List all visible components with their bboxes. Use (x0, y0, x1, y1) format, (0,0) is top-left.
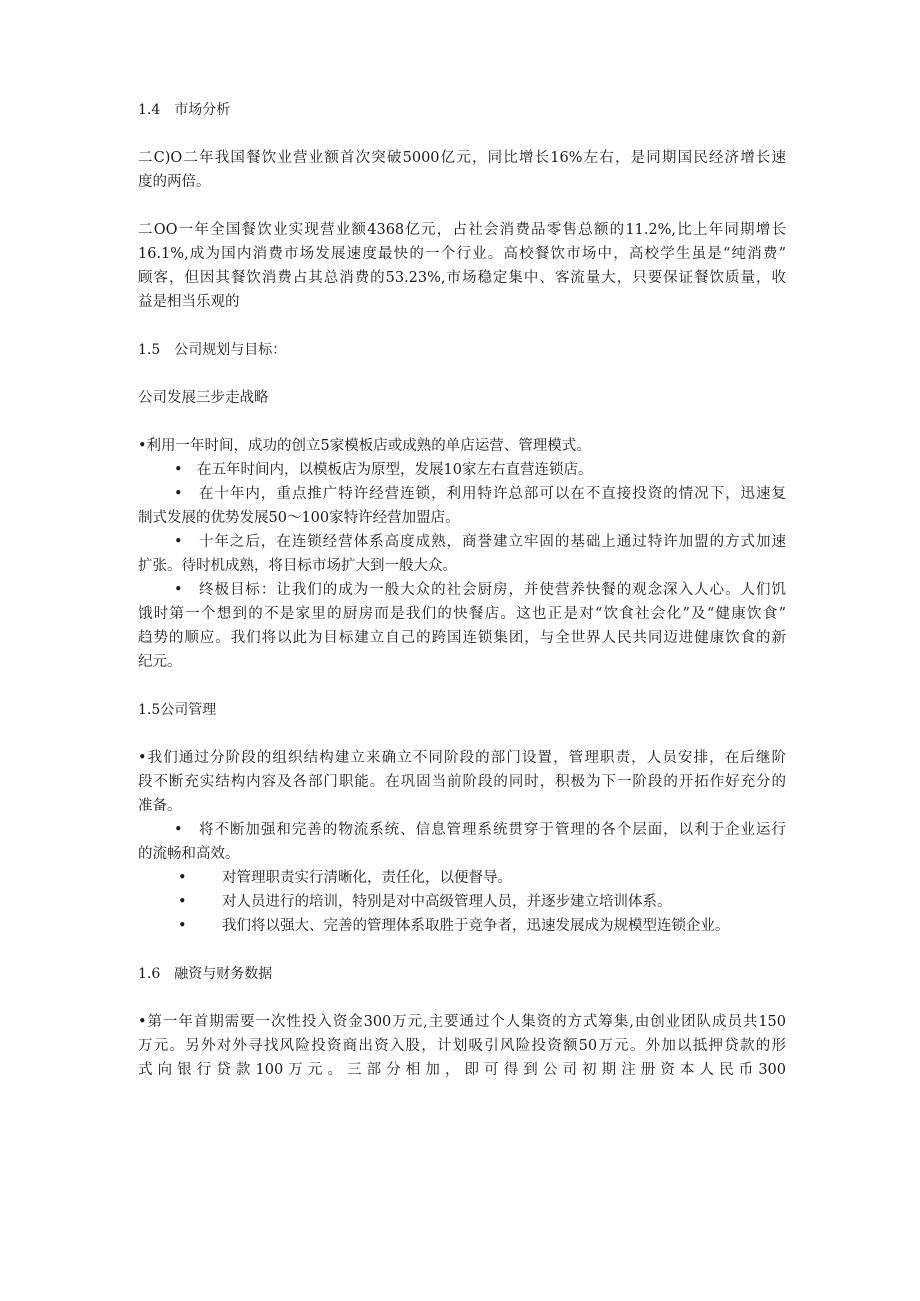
bullet: • (178, 870, 187, 886)
text-line: 的流畅和高效。 (138, 846, 240, 862)
list-item-text: 我们将以强大、完善的管理体系取胜于竞争者，迅速发展成为规模型连锁企业。 (222, 918, 730, 934)
market-paragraph-1 (138, 146, 786, 194)
bullet: • (178, 894, 187, 910)
text-line: 纪元。 (138, 654, 182, 670)
text-line: 准备。 (138, 798, 182, 814)
list-item (138, 866, 786, 890)
strategy-list (138, 434, 786, 674)
section-heading-company-plan: 1.5 公司规划与目标： (138, 342, 287, 358)
financing-paragraph (138, 1010, 786, 1082)
subheading-three-step-strategy: 公司发展三步走战略 (138, 390, 269, 406)
text-line: 二C)O二年我国餐饮业营业额首次突破5000亿元，同比增长16%左右，是同期国民经济增长速 (138, 150, 786, 166)
management-list (138, 746, 786, 938)
text-line: 制式发展的优势发展50～100家特许经营加盟店。 (138, 510, 460, 526)
list-item: • 在十年内，重点推广特许经营连锁，利用特许总部可以在不直接投资的情况下，迅速复 (174, 486, 786, 502)
text-line: •第一年首期需要一次性投入资金300万元,主要通过个人集资的方式筹集,由创业团队成员共150 (138, 1014, 786, 1030)
list-item: •利用一年时间，成功的创立5家模板店或成熟的单店运营、管理模式。 (138, 438, 591, 454)
list-item: • 终极目标：让我们的成为一般大众的社会厨房，并使营养快餐的观念深入人心。人们饥 (174, 582, 786, 598)
text-line: 扩张。待时机成熟，将目标市场扩大到一般大众。 (138, 558, 457, 574)
list-item: • 十年之后，在连锁经营体系高度成熟，商誉建立牢固的基础上通过特许加盟的方式加速 (174, 534, 786, 550)
text-line: 段不断充实结构内容及各部门职能。在巩固当前阶段的同时，积极为下一阶段的开拓作好充分的 (138, 774, 786, 790)
list-item (138, 914, 786, 938)
list-item: • 在五年时间内，以模板店为原型，发展10家左右直营连锁店。 (174, 462, 593, 478)
section-heading-company-management: 1.5公司管理 (138, 702, 217, 718)
text-line: 万元。另外对外寻找风险投资商出资入股，计划吸引风险投资额50万元。外加以抵押贷款的形 (138, 1038, 786, 1054)
list-item-text: 对人员进行的培训，特别是对中高级管理人员，并逐步建立培训体系。 (222, 894, 672, 910)
text-line: 度的两倍。 (138, 174, 211, 190)
list-item (138, 890, 786, 914)
market-paragraph-2 (138, 218, 786, 314)
text-line: 益是相当乐观的 (138, 294, 240, 310)
text-line: 顾客，但因其餐饮消费占其总消费的53.23%,市场稳定集中、客流量大，只要保证餐饮质量，收 (138, 270, 786, 286)
list-item-text: 对管理职责实行清晰化，责任化，以便督导。 (222, 870, 512, 886)
text-line: 趋势的顺应。我们将以此为目标建立自己的跨国连锁集团，与全世界人民共同迈进健康饮食的新 (138, 630, 786, 646)
section-heading-financing: 1.6 融资与财务数据 (138, 966, 273, 982)
list-item: •我们通过分阶段的组织结构建立来确立不同阶段的部门设置，管理职责，人员安排，在后继阶 (138, 750, 786, 766)
section-heading-market-analysis: 1.4 市场分析 (138, 102, 231, 118)
bullet: • (178, 918, 187, 934)
document-page (138, 98, 786, 1082)
text-line: 二OO一年全国餐饮业实现营业额4368亿元，占社会消费品零售总额的11.2%,比上年同期增长 (138, 222, 786, 238)
text-line: 16.1%,成为国内消费市场发展速度最快的一个行业。高校餐饮市场中，高校学生虽是“纯消费” (138, 246, 786, 262)
list-item: • 将不断加强和完善的物流系统、信息管理系统贯穿于管理的各个层面，以利于企业运行 (174, 822, 786, 838)
text-line: 饿时第一个想到的不是家里的厨房而是我们的快餐店。这也正是对“饮食社会化”及“健康饮食” (138, 606, 786, 622)
text-line: 式向银行贷款100万元。三部分相加，即可得到公司初期注册资本人民币300 (138, 1062, 786, 1078)
